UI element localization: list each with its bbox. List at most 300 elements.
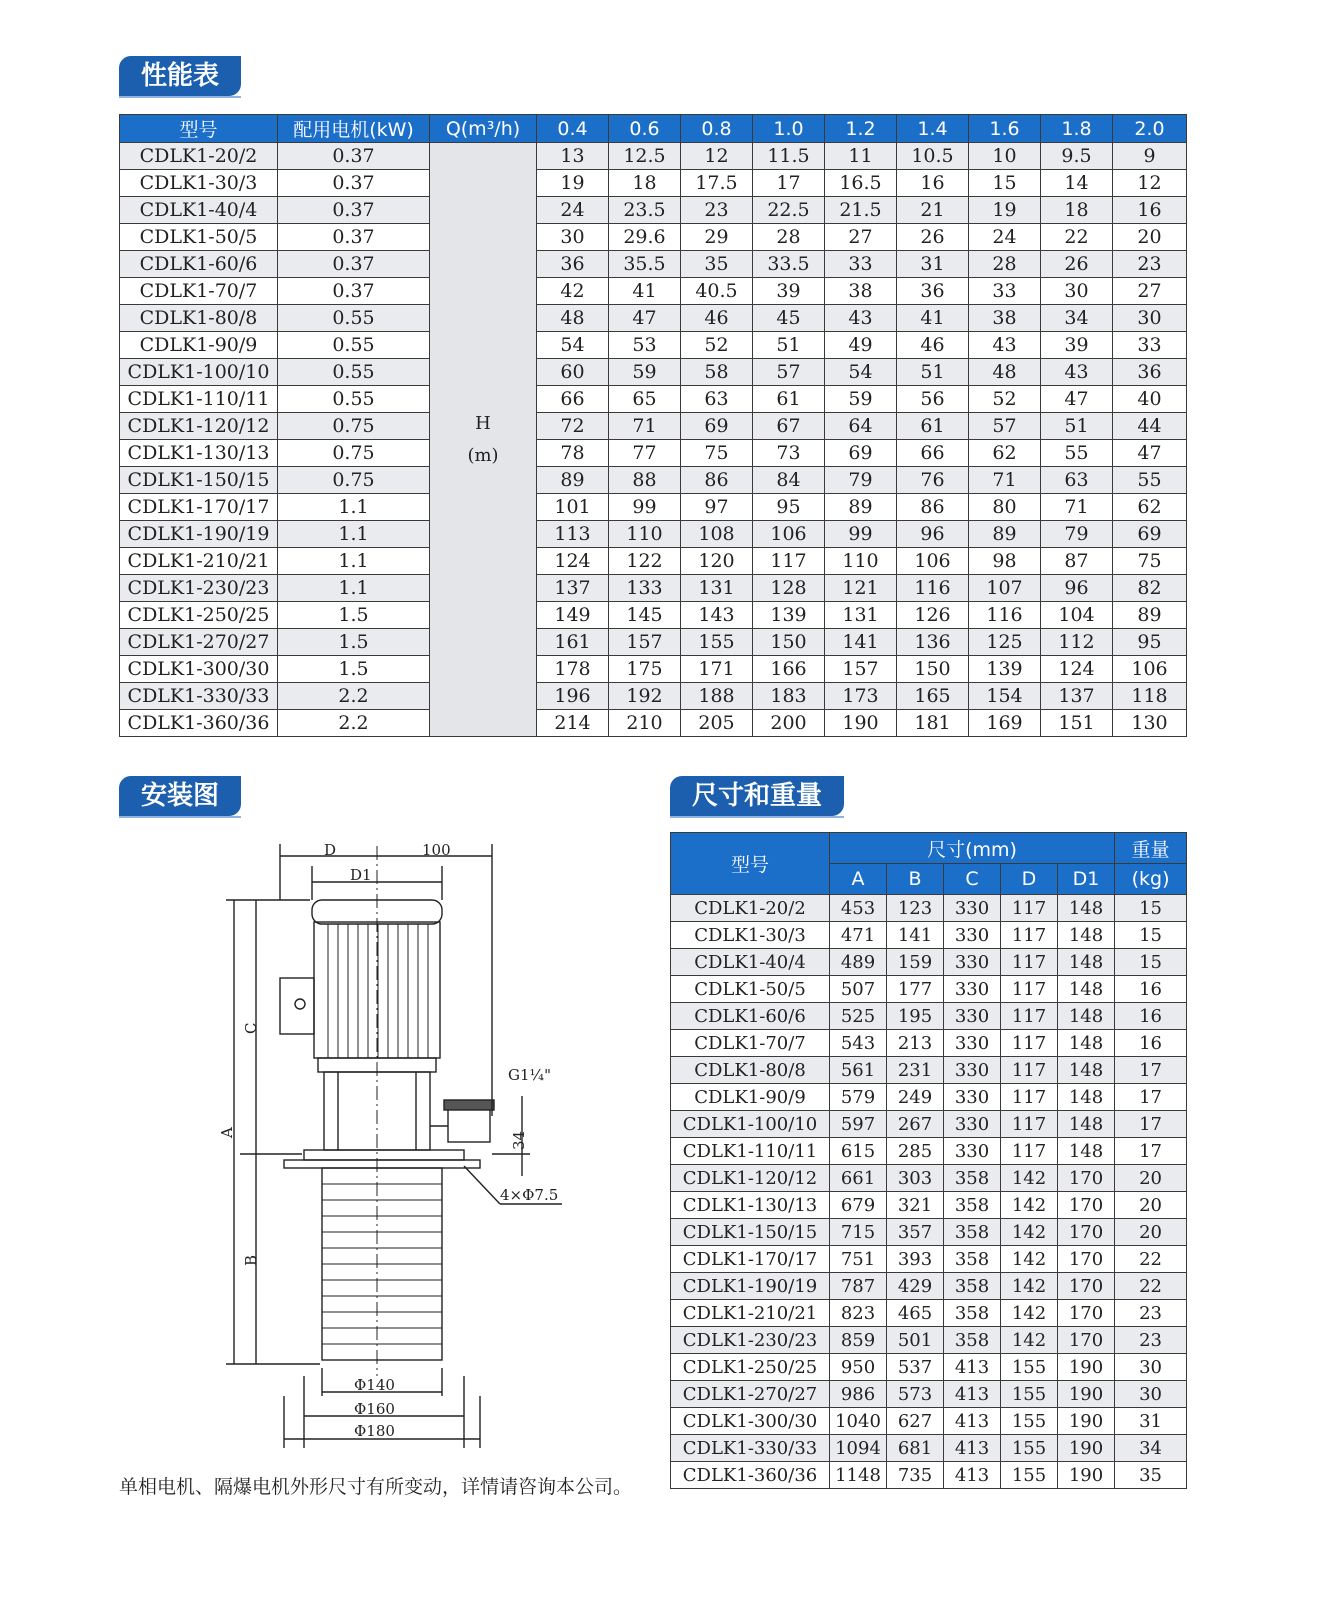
table-row — [671, 895, 1187, 922]
value-cell: 30 — [1115, 1354, 1187, 1381]
value-cell: 86 — [681, 467, 753, 494]
value-cell: 22 — [1115, 1246, 1187, 1273]
model-cell: CDLK1-50/5 — [671, 976, 830, 1003]
model-cell: CDLK1-30/3 — [671, 922, 830, 949]
value-cell: 148 — [1058, 976, 1115, 1003]
table-row — [671, 1246, 1187, 1273]
value-cell: 110 — [825, 548, 897, 575]
value-cell: 72 — [537, 413, 609, 440]
value-cell: 357 — [887, 1219, 944, 1246]
value-cell: 118 — [1113, 683, 1187, 710]
value-cell: 159 — [887, 949, 944, 976]
value-cell: 124 — [1041, 656, 1113, 683]
value-cell: 200 — [753, 710, 825, 737]
value-cell: 0.55 — [278, 332, 430, 359]
value-cell: 465 — [887, 1300, 944, 1327]
value-cell: 106 — [1113, 656, 1187, 683]
value-cell: 69 — [681, 413, 753, 440]
value-cell: 330 — [944, 976, 1001, 1003]
value-cell: 137 — [1041, 683, 1113, 710]
value-cell: 23.5 — [609, 197, 681, 224]
model-cell: CDLK1-230/23 — [671, 1327, 830, 1354]
value-cell: 358 — [944, 1192, 1001, 1219]
value-cell: 38 — [969, 305, 1041, 332]
value-cell: 561 — [830, 1057, 887, 1084]
value-cell: 89 — [825, 494, 897, 521]
value-cell: 1094 — [830, 1435, 887, 1462]
value-cell: 79 — [825, 467, 897, 494]
model-cell: CDLK1-250/25 — [671, 1354, 830, 1381]
value-cell: 117 — [1001, 1057, 1058, 1084]
table-row — [120, 332, 1187, 359]
value-cell: 155 — [1001, 1462, 1058, 1489]
dimension-weight-unit: (kg) — [1115, 864, 1187, 895]
dimension-table — [670, 832, 1187, 1489]
value-cell: 188 — [681, 683, 753, 710]
table-row — [671, 1084, 1187, 1111]
value-cell: 330 — [944, 1030, 1001, 1057]
table-row — [671, 1300, 1187, 1327]
table-row — [671, 1192, 1187, 1219]
value-cell: 190 — [1058, 1408, 1115, 1435]
value-cell: 107 — [969, 575, 1041, 602]
value-cell: 117 — [1001, 1138, 1058, 1165]
value-cell: 55 — [1041, 440, 1113, 467]
dimension-subheader-cell: D — [1001, 864, 1058, 895]
table-row — [120, 602, 1187, 629]
table-row — [120, 467, 1187, 494]
value-cell: 106 — [753, 521, 825, 548]
table-row — [671, 949, 1187, 976]
performance-body — [120, 143, 1187, 737]
value-cell: 142 — [1001, 1327, 1058, 1354]
value-cell: 99 — [825, 521, 897, 548]
value-cell: 14 — [1041, 170, 1113, 197]
value-cell: 117 — [1001, 949, 1058, 976]
performance-header-cell: Q(m³/h) — [430, 115, 537, 143]
value-cell: 413 — [944, 1462, 1001, 1489]
value-cell: 22 — [1115, 1273, 1187, 1300]
value-cell: 110 — [609, 521, 681, 548]
model-cell: CDLK1-110/11 — [671, 1138, 830, 1165]
table-row — [671, 1057, 1187, 1084]
value-cell: 54 — [537, 332, 609, 359]
h-unit: (m) — [467, 444, 499, 466]
label-phi180: Φ180 — [354, 1422, 395, 1440]
value-cell: 12.5 — [609, 143, 681, 170]
value-cell: 16 — [1115, 1003, 1187, 1030]
value-cell: 130 — [1113, 710, 1187, 737]
value-cell: 190 — [1058, 1354, 1115, 1381]
value-cell: 43 — [969, 332, 1041, 359]
value-cell: 751 — [830, 1246, 887, 1273]
value-cell: 117 — [1001, 895, 1058, 922]
value-cell: 116 — [969, 602, 1041, 629]
value-cell: 29.6 — [609, 224, 681, 251]
label-phi160: Φ160 — [354, 1400, 395, 1418]
value-cell: 73 — [753, 440, 825, 467]
table-row — [120, 278, 1187, 305]
value-cell: 126 — [897, 602, 969, 629]
value-cell: 150 — [753, 629, 825, 656]
value-cell: 86 — [897, 494, 969, 521]
table-row — [120, 413, 1187, 440]
model-cell: CDLK1-270/27 — [671, 1381, 830, 1408]
value-cell: 98 — [969, 548, 1041, 575]
h-label: H — [475, 412, 491, 434]
value-cell: 30 — [1113, 305, 1187, 332]
value-cell: 170 — [1058, 1219, 1115, 1246]
table-row — [120, 494, 1187, 521]
value-cell: 88 — [609, 467, 681, 494]
value-cell: 330 — [944, 1084, 1001, 1111]
value-cell: 52 — [969, 386, 1041, 413]
value-cell: 543 — [830, 1030, 887, 1057]
value-cell: 471 — [830, 922, 887, 949]
model-cell: CDLK1-300/30 — [120, 656, 278, 683]
value-cell: 117 — [1001, 1111, 1058, 1138]
value-cell: 214 — [537, 710, 609, 737]
dimension-subheader-cell: B — [887, 864, 944, 895]
value-cell: 117 — [1001, 1084, 1058, 1111]
value-cell: 20 — [1115, 1219, 1187, 1246]
value-cell: 27 — [825, 224, 897, 251]
value-cell: 10 — [969, 143, 1041, 170]
label-a: A — [218, 1127, 236, 1138]
value-cell: 0.37 — [278, 143, 430, 170]
model-cell: CDLK1-20/2 — [120, 143, 278, 170]
model-cell: CDLK1-80/8 — [671, 1057, 830, 1084]
table-row — [671, 1327, 1187, 1354]
value-cell: 75 — [1113, 548, 1187, 575]
model-cell: CDLK1-120/12 — [120, 413, 278, 440]
value-cell: 131 — [681, 575, 753, 602]
performance-table — [119, 114, 1187, 737]
value-cell: 49 — [825, 332, 897, 359]
value-cell: 56 — [897, 386, 969, 413]
model-cell: CDLK1-40/4 — [671, 949, 830, 976]
value-cell: 20 — [1115, 1165, 1187, 1192]
value-cell: 155 — [681, 629, 753, 656]
model-cell: CDLK1-270/27 — [120, 629, 278, 656]
installation-drawing — [200, 836, 600, 1456]
value-cell: 148 — [1058, 1138, 1115, 1165]
value-cell: 181 — [897, 710, 969, 737]
model-cell: CDLK1-70/7 — [120, 278, 278, 305]
dimension-subheader-cell: C — [944, 864, 1001, 895]
performance-header-cell: 1.6 — [969, 115, 1041, 143]
value-cell: 170 — [1058, 1192, 1115, 1219]
value-cell: 46 — [681, 305, 753, 332]
value-cell: 33 — [1113, 332, 1187, 359]
value-cell: 36 — [1113, 359, 1187, 386]
performance-header-cell: 0.8 — [681, 115, 753, 143]
value-cell: 39 — [753, 278, 825, 305]
value-cell: 986 — [830, 1381, 887, 1408]
value-cell: 64 — [825, 413, 897, 440]
model-cell: CDLK1-30/3 — [120, 170, 278, 197]
table-row — [671, 976, 1187, 1003]
value-cell: 823 — [830, 1300, 887, 1327]
dimension-header-weight: 重量 — [1115, 833, 1187, 864]
value-cell: 0.37 — [278, 224, 430, 251]
value-cell: 196 — [537, 683, 609, 710]
value-cell: 47 — [1113, 440, 1187, 467]
label-d1: D1 — [350, 866, 372, 884]
value-cell: 116 — [897, 575, 969, 602]
value-cell: 89 — [537, 467, 609, 494]
value-cell: 63 — [1041, 467, 1113, 494]
value-cell: 231 — [887, 1057, 944, 1084]
value-cell: 190 — [1058, 1381, 1115, 1408]
value-cell: 47 — [1041, 386, 1113, 413]
value-cell: 183 — [753, 683, 825, 710]
value-cell: 128 — [753, 575, 825, 602]
model-cell: CDLK1-150/15 — [120, 467, 278, 494]
value-cell: 501 — [887, 1327, 944, 1354]
value-cell: 330 — [944, 1003, 1001, 1030]
model-cell: CDLK1-90/9 — [120, 332, 278, 359]
model-cell: CDLK1-230/23 — [120, 575, 278, 602]
value-cell: 31 — [1115, 1408, 1187, 1435]
model-cell: CDLK1-250/25 — [120, 602, 278, 629]
performance-header-cell: 1.4 — [897, 115, 969, 143]
value-cell: 71 — [609, 413, 681, 440]
value-cell: 51 — [897, 359, 969, 386]
value-cell: 413 — [944, 1381, 1001, 1408]
value-cell: 24 — [537, 197, 609, 224]
value-cell: 89 — [969, 521, 1041, 548]
value-cell: 148 — [1058, 922, 1115, 949]
value-cell: 489 — [830, 949, 887, 976]
value-cell: 45 — [753, 305, 825, 332]
value-cell: 28 — [969, 251, 1041, 278]
value-cell: 165 — [897, 683, 969, 710]
performance-header-cell: 1.0 — [753, 115, 825, 143]
value-cell: 15 — [1115, 895, 1187, 922]
value-cell: 35 — [1115, 1462, 1187, 1489]
value-cell: 57 — [969, 413, 1041, 440]
value-cell: 51 — [753, 332, 825, 359]
value-cell: 787 — [830, 1273, 887, 1300]
value-cell: 142 — [1001, 1246, 1058, 1273]
value-cell: 0.55 — [278, 305, 430, 332]
value-cell: 17 — [1115, 1057, 1187, 1084]
value-cell: 171 — [681, 656, 753, 683]
value-cell: 1148 — [830, 1462, 887, 1489]
value-cell: 627 — [887, 1408, 944, 1435]
model-cell: CDLK1-330/33 — [671, 1435, 830, 1462]
value-cell: 142 — [1001, 1165, 1058, 1192]
value-cell: 46 — [897, 332, 969, 359]
value-cell: 22.5 — [753, 197, 825, 224]
value-cell: 59 — [825, 386, 897, 413]
value-cell: 40.5 — [681, 278, 753, 305]
value-cell: 71 — [1041, 494, 1113, 521]
value-cell: 36 — [537, 251, 609, 278]
dimension-subheader-cell: A — [830, 864, 887, 895]
value-cell: 190 — [825, 710, 897, 737]
model-cell: CDLK1-190/19 — [120, 521, 278, 548]
value-cell: 65 — [609, 386, 681, 413]
table-row — [120, 386, 1187, 413]
value-cell: 82 — [1113, 575, 1187, 602]
model-cell: CDLK1-50/5 — [120, 224, 278, 251]
table-row — [120, 251, 1187, 278]
table-row — [120, 629, 1187, 656]
value-cell: 330 — [944, 1111, 1001, 1138]
value-cell: 137 — [537, 575, 609, 602]
value-cell: 17 — [1115, 1084, 1187, 1111]
value-cell: 24 — [969, 224, 1041, 251]
value-cell: 615 — [830, 1138, 887, 1165]
value-cell: 393 — [887, 1246, 944, 1273]
value-cell: 950 — [830, 1354, 887, 1381]
value-cell: 859 — [830, 1327, 887, 1354]
value-cell: 330 — [944, 1138, 1001, 1165]
model-cell: CDLK1-130/13 — [120, 440, 278, 467]
value-cell: 117 — [1001, 1003, 1058, 1030]
value-cell: 190 — [1058, 1435, 1115, 1462]
table-row — [120, 683, 1187, 710]
value-cell: 23 — [681, 197, 753, 224]
value-cell: 1.1 — [278, 575, 430, 602]
table-row — [671, 1462, 1187, 1489]
value-cell: 22 — [1041, 224, 1113, 251]
value-cell: 55 — [1113, 467, 1187, 494]
value-cell: 9.5 — [1041, 143, 1113, 170]
label-100: 100 — [422, 841, 451, 859]
value-cell: 117 — [1001, 1030, 1058, 1057]
value-cell: 39 — [1041, 332, 1113, 359]
value-cell: 17 — [753, 170, 825, 197]
value-cell: 33 — [969, 278, 1041, 305]
performance-header-cell: 配用电机(kW) — [278, 115, 430, 143]
value-cell: 148 — [1058, 1084, 1115, 1111]
value-cell: 177 — [887, 976, 944, 1003]
value-cell: 124 — [537, 548, 609, 575]
value-cell: 0.37 — [278, 251, 430, 278]
value-cell: 195 — [887, 1003, 944, 1030]
value-cell: 121 — [825, 575, 897, 602]
value-cell: 507 — [830, 976, 887, 1003]
value-cell: 75 — [681, 440, 753, 467]
value-cell: 679 — [830, 1192, 887, 1219]
value-cell: 62 — [1113, 494, 1187, 521]
value-cell: 95 — [753, 494, 825, 521]
value-cell: 210 — [609, 710, 681, 737]
model-cell: CDLK1-150/15 — [671, 1219, 830, 1246]
value-cell: 17 — [1115, 1111, 1187, 1138]
value-cell: 1.1 — [278, 521, 430, 548]
value-cell: 125 — [969, 629, 1041, 656]
value-cell: 141 — [825, 629, 897, 656]
performance-header-cell: 0.6 — [609, 115, 681, 143]
value-cell: 0.55 — [278, 359, 430, 386]
value-cell: 170 — [1058, 1327, 1115, 1354]
value-cell: 97 — [681, 494, 753, 521]
value-cell: 17.5 — [681, 170, 753, 197]
value-cell: 71 — [969, 467, 1041, 494]
model-cell: CDLK1-170/17 — [671, 1246, 830, 1273]
value-cell: 51 — [1041, 413, 1113, 440]
value-cell: 155 — [1001, 1408, 1058, 1435]
value-cell: 0.55 — [278, 386, 430, 413]
value-cell: 249 — [887, 1084, 944, 1111]
section-title-performance: 性能表 — [119, 56, 241, 96]
value-cell: 34 — [1115, 1435, 1187, 1462]
value-cell: 0.75 — [278, 440, 430, 467]
value-cell: 661 — [830, 1165, 887, 1192]
value-cell: 38 — [825, 278, 897, 305]
value-cell: 358 — [944, 1327, 1001, 1354]
value-cell: 19 — [969, 197, 1041, 224]
model-cell: CDLK1-100/10 — [671, 1111, 830, 1138]
label-g-thread: G1¼" — [508, 1066, 551, 1084]
model-cell: CDLK1-60/6 — [120, 251, 278, 278]
value-cell: 63 — [681, 386, 753, 413]
value-cell: 148 — [1058, 1111, 1115, 1138]
model-cell: CDLK1-100/10 — [120, 359, 278, 386]
value-cell: 150 — [897, 656, 969, 683]
table-row — [671, 1408, 1187, 1435]
table-row — [120, 656, 1187, 683]
value-cell: 0.75 — [278, 413, 430, 440]
value-cell: 1.5 — [278, 656, 430, 683]
model-cell: CDLK1-40/4 — [120, 197, 278, 224]
value-cell: 170 — [1058, 1246, 1115, 1273]
value-cell: 112 — [1041, 629, 1113, 656]
performance-header-cell: 1.2 — [825, 115, 897, 143]
value-cell: 0.37 — [278, 278, 430, 305]
value-cell: 30 — [537, 224, 609, 251]
value-cell: 80 — [969, 494, 1041, 521]
value-cell: 66 — [537, 386, 609, 413]
value-cell: 31 — [897, 251, 969, 278]
value-cell: 15 — [969, 170, 1041, 197]
label-b: B — [242, 1254, 260, 1266]
value-cell: 139 — [969, 656, 1041, 683]
model-cell: CDLK1-110/11 — [120, 386, 278, 413]
value-cell: 26 — [897, 224, 969, 251]
h-unit-cell — [430, 143, 537, 737]
value-cell: 33.5 — [753, 251, 825, 278]
model-cell: CDLK1-70/7 — [671, 1030, 830, 1057]
section-title-dimensions: 尺寸和重量 — [670, 776, 844, 816]
value-cell: 155 — [1001, 1354, 1058, 1381]
performance-header-cell: 0.4 — [537, 115, 609, 143]
table-row — [120, 197, 1187, 224]
dimension-body — [671, 895, 1187, 1489]
value-cell: 2.2 — [278, 710, 430, 737]
model-cell: CDLK1-330/33 — [120, 683, 278, 710]
value-cell: 148 — [1058, 949, 1115, 976]
value-cell: 104 — [1041, 602, 1113, 629]
value-cell: 303 — [887, 1165, 944, 1192]
value-cell: 139 — [753, 602, 825, 629]
value-cell: 525 — [830, 1003, 887, 1030]
value-cell: 76 — [897, 467, 969, 494]
value-cell: 358 — [944, 1165, 1001, 1192]
value-cell: 142 — [1001, 1192, 1058, 1219]
model-cell: CDLK1-20/2 — [671, 895, 830, 922]
value-cell: 1.1 — [278, 548, 430, 575]
value-cell: 190 — [1058, 1462, 1115, 1489]
value-cell: 175 — [609, 656, 681, 683]
value-cell: 53 — [609, 332, 681, 359]
label-34: 34 — [510, 1130, 528, 1150]
value-cell: 12 — [1113, 170, 1187, 197]
